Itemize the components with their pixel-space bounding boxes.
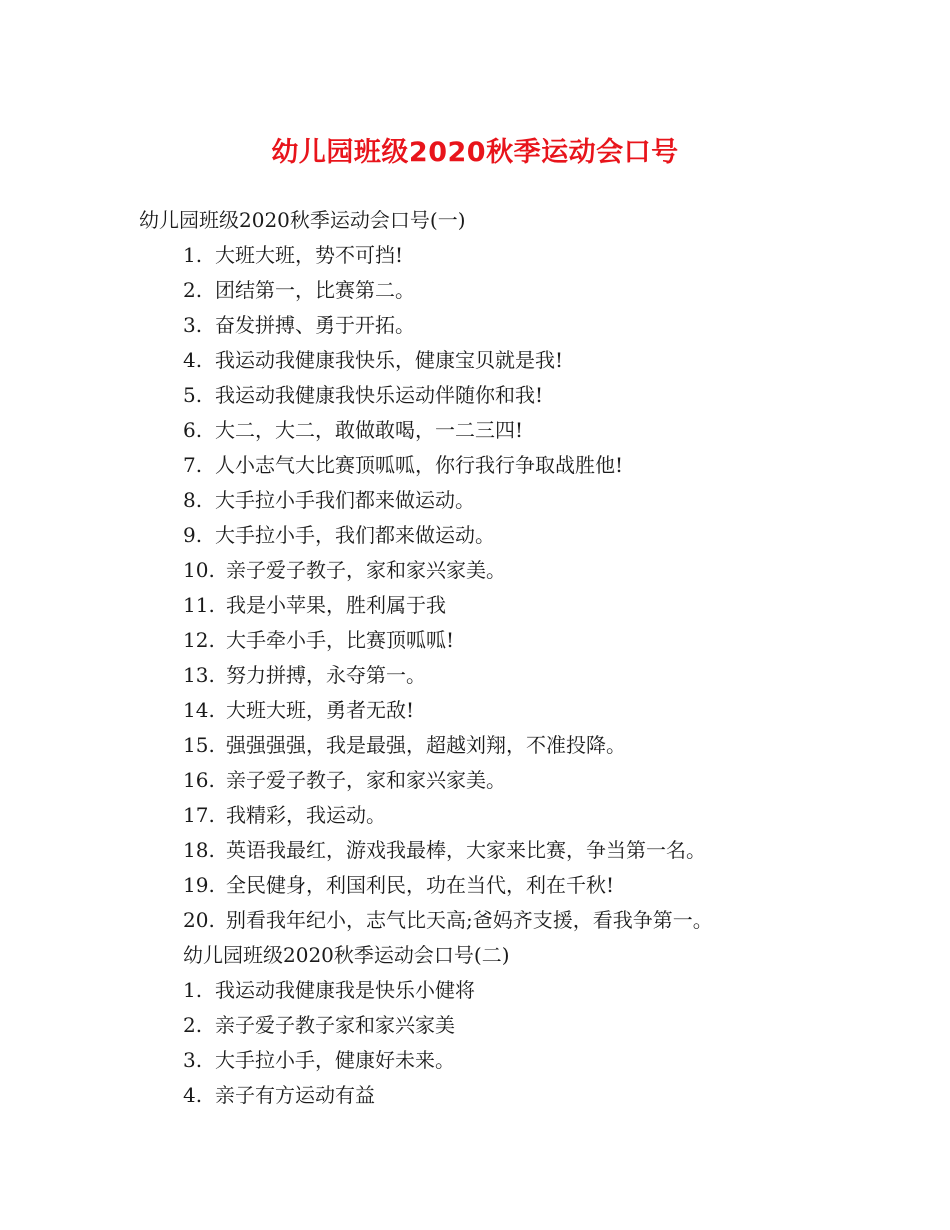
- slogan-text: 英语我最红，游戏我最棒，大家来比赛，争当第一名。: [226, 838, 706, 862]
- slogan-text: 大手牵小手，比赛顶呱呱!: [226, 628, 455, 652]
- slogan-text: 努力拼搏，永夺第一。: [226, 663, 426, 687]
- slogan-number: 10.: [183, 558, 215, 582]
- slogan-number: 15.: [183, 733, 215, 757]
- slogan-number: 20.: [183, 908, 215, 932]
- slogan-number: 3.: [183, 1048, 203, 1072]
- slogan-number: 17.: [183, 803, 215, 827]
- slogan-number: 3.: [183, 313, 203, 337]
- document-title: 幼儿园班级2020秋季运动会口号: [271, 137, 679, 168]
- slogan-item: [183, 413, 713, 448]
- slogan-text: 我精彩，我运动。: [226, 803, 386, 827]
- slogan-text: 我运动我健康我快乐，健康宝贝就是我!: [215, 348, 564, 372]
- slogan-item: [183, 588, 713, 623]
- slogan-item: [183, 1078, 475, 1113]
- slogan-text: 亲子爱子教子，家和家兴家美。: [226, 558, 506, 582]
- slogan-item: [183, 273, 713, 308]
- slogan-number: 8.: [183, 488, 203, 512]
- slogan-number: 1.: [183, 978, 203, 1002]
- slogan-number: 5.: [183, 383, 203, 407]
- slogan-item: [183, 763, 713, 798]
- slogan-number: 6.: [183, 418, 203, 442]
- slogan-item: [183, 868, 713, 903]
- slogan-number: 18.: [183, 838, 215, 862]
- slogan-text: 我运动我健康我是快乐小健将: [215, 978, 475, 1002]
- slogan-number: 1.: [183, 243, 203, 267]
- slogan-item: [183, 553, 713, 588]
- slogan-item: [183, 483, 713, 518]
- slogan-text: 大手拉小手，健康好未来。: [215, 1048, 455, 1072]
- slogan-number: 4.: [183, 1083, 203, 1107]
- slogan-number: 13.: [183, 663, 215, 687]
- section-heading-1: 幼儿园班级2020秋季运动会口号(一): [139, 208, 466, 232]
- slogan-number: 14.: [183, 698, 215, 722]
- slogan-item: [183, 1043, 475, 1078]
- slogan-item: [183, 308, 713, 343]
- slogan-item: [183, 693, 713, 728]
- slogan-text: 大班大班，势不可挡!: [215, 243, 404, 267]
- slogan-number: 16.: [183, 768, 215, 792]
- slogan-list-1: [183, 238, 713, 938]
- slogan-text: 人小志气大比赛顶呱呱，你行我行争取战胜他!: [215, 453, 624, 477]
- slogan-number: 11.: [183, 593, 215, 617]
- slogan-number: 9.: [183, 523, 203, 547]
- slogan-text: 强强强强，我是最强，超越刘翔，不准投降。: [226, 733, 626, 757]
- slogan-text: 奋发拼搏、勇于开拓。: [215, 313, 415, 337]
- slogan-list-2: [183, 973, 475, 1113]
- slogan-item: [183, 378, 713, 413]
- slogan-number: 4.: [183, 348, 203, 372]
- slogan-item: [183, 903, 713, 938]
- slogan-number: 2.: [183, 1013, 203, 1037]
- slogan-item: [183, 973, 475, 1008]
- slogan-text: 团结第一，比赛第二。: [215, 278, 415, 302]
- slogan-number: 12.: [183, 628, 215, 652]
- slogan-item: [183, 448, 713, 483]
- slogan-text: 大手拉小手我们都来做运动。: [215, 488, 475, 512]
- slogan-text: 我运动我健康我快乐运动伴随你和我!: [215, 383, 544, 407]
- slogan-text: 亲子有方运动有益: [215, 1083, 375, 1107]
- slogan-item: [183, 1008, 475, 1043]
- slogan-text: 大二，大二，敢做敢喝，一二三四!: [215, 418, 524, 442]
- slogan-text: 亲子爱子教子家和家兴家美: [215, 1013, 455, 1037]
- slogan-number: 2.: [183, 278, 203, 302]
- slogan-text: 我是小苹果，胜利属于我: [226, 593, 446, 617]
- section-heading-2: 幼儿园班级2020秋季运动会口号(二): [183, 943, 510, 967]
- slogan-text: 亲子爱子教子，家和家兴家美。: [226, 768, 506, 792]
- slogan-item: [183, 343, 713, 378]
- slogan-item: [183, 833, 713, 868]
- slogan-text: 别看我年纪小，志气比天高;爸妈齐支援，看我争第一。: [226, 908, 713, 932]
- slogan-item: [183, 518, 713, 553]
- slogan-item: [183, 238, 713, 273]
- slogan-item: [183, 798, 713, 833]
- slogan-number: 19.: [183, 873, 215, 897]
- slogan-item: [183, 623, 713, 658]
- slogan-text: 大班大班，勇者无敌!: [226, 698, 415, 722]
- slogan-item: [183, 728, 713, 763]
- slogan-item: [183, 658, 713, 693]
- slogan-text: 大手拉小手，我们都来做运动。: [215, 523, 495, 547]
- slogan-text: 全民健身，利国利民，功在当代，利在千秋!: [226, 873, 615, 897]
- slogan-number: 7.: [183, 453, 203, 477]
